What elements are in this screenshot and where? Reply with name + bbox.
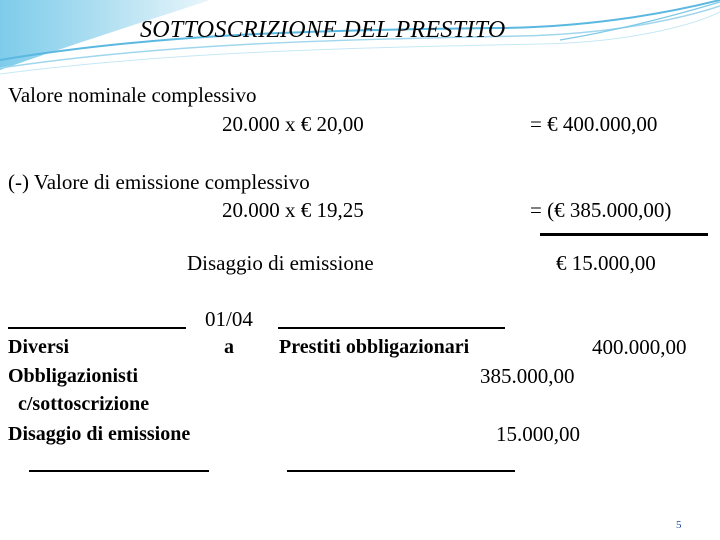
- entry-account-sub: c/sottoscrizione: [18, 393, 150, 415]
- nominal-value-label: Valore nominale complessivo: [8, 83, 257, 107]
- entry-account: Disaggio di emissione: [8, 423, 191, 445]
- credit-account: Prestiti obbligazionari: [279, 336, 470, 358]
- debit-label: Diversi: [8, 336, 70, 358]
- nominal-value-result: = € 400.000,00: [530, 112, 658, 136]
- discount-label: Disaggio di emissione: [187, 251, 374, 275]
- entry-account: Obbligazionisti: [8, 365, 139, 387]
- journal-top-rule-right: [278, 327, 505, 329]
- subtotal-rule: [540, 233, 708, 236]
- issue-value-label: (-) Valore di emissione complessivo: [8, 170, 310, 194]
- issue-value-formula: 20.000 x € 19,25: [222, 198, 364, 222]
- connector-a: a: [224, 336, 234, 358]
- journal-bottom-rule-left: [29, 470, 209, 472]
- credit-amount: 400.000,00: [592, 335, 687, 359]
- journal-bottom-rule-right: [287, 470, 515, 472]
- issue-value-result: = (€ 385.000,00): [530, 198, 672, 222]
- entry-amount: 15.000,00: [496, 422, 580, 446]
- journal-date: 01/04: [205, 307, 253, 331]
- entry-amount: 385.000,00: [480, 364, 575, 388]
- page-number: 5: [676, 519, 682, 531]
- journal-top-rule-left: [8, 327, 186, 329]
- slide-title: SOTTOSCRIZIONE DEL PRESTITO: [140, 17, 506, 43]
- nominal-value-formula: 20.000 x € 20,00: [222, 112, 364, 136]
- discount-result: € 15.000,00: [556, 251, 656, 275]
